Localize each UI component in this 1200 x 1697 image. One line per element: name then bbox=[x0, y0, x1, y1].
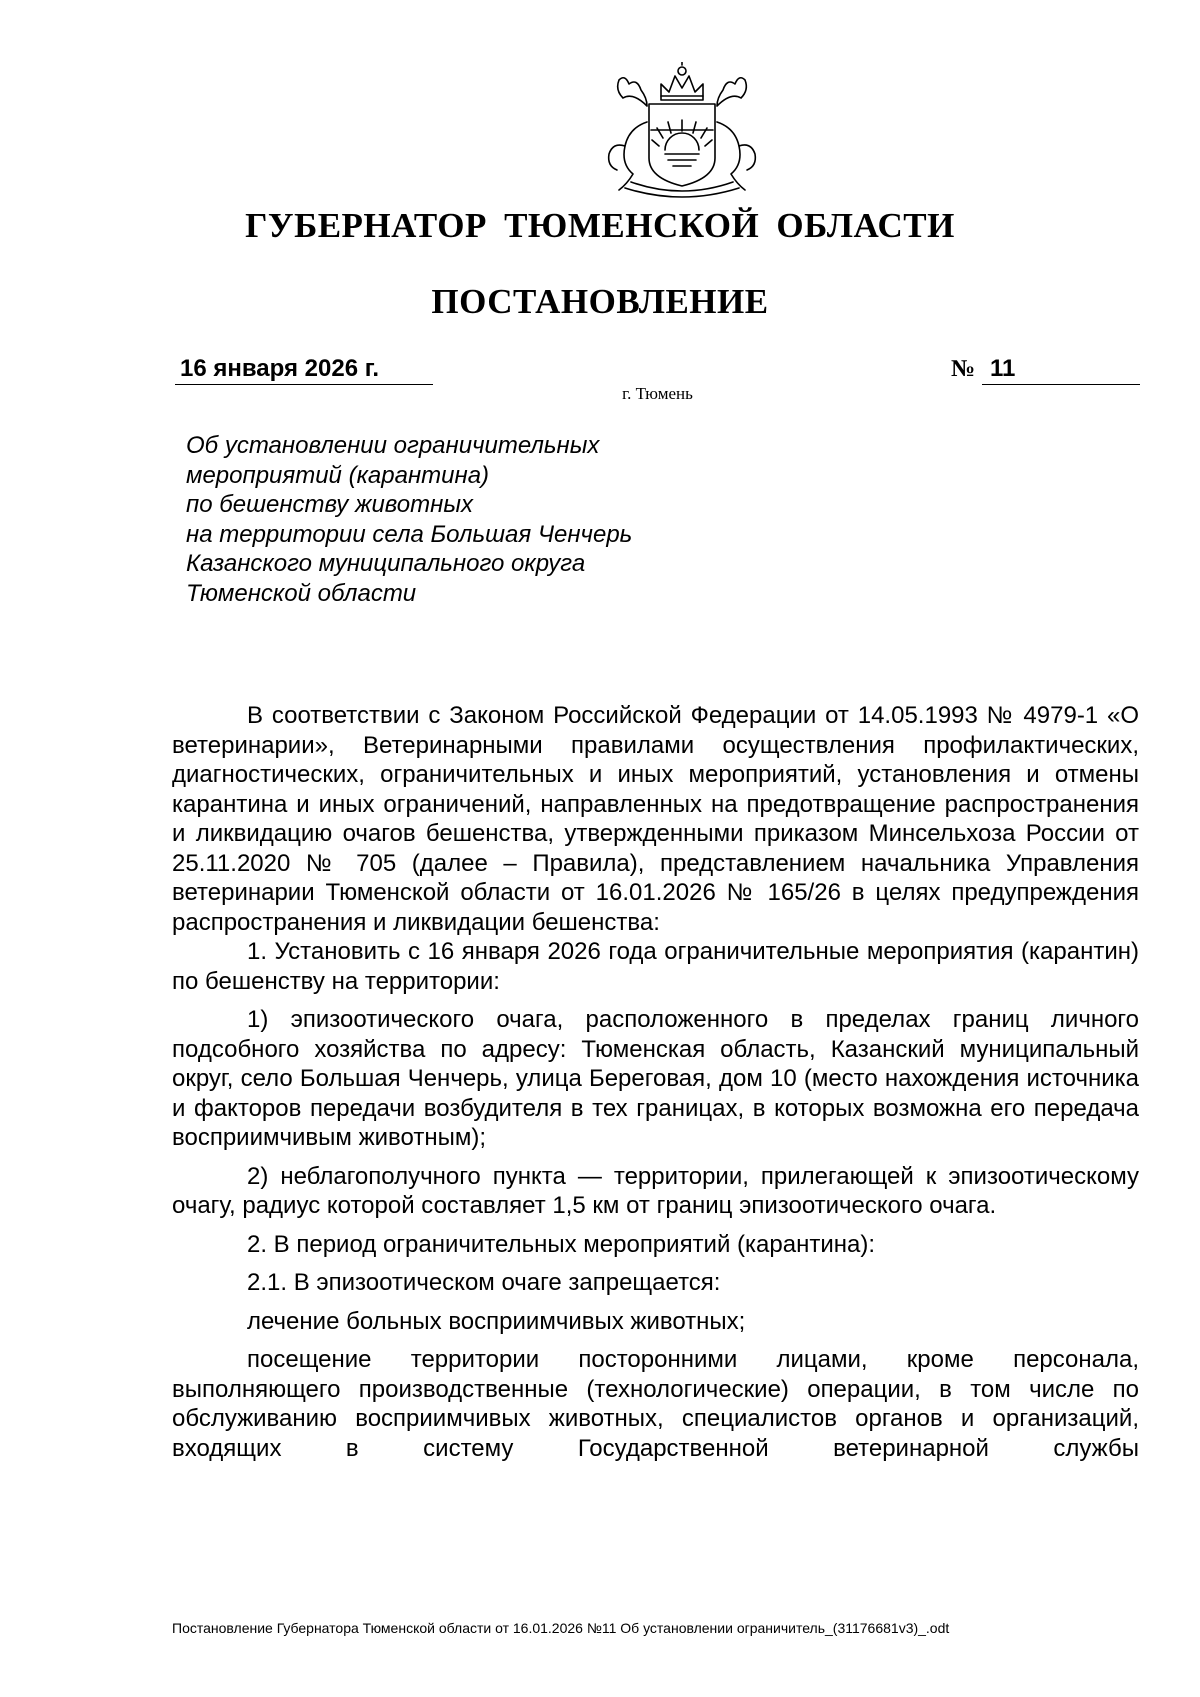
preamble-paragraph: В соответствии с Законом Российской Федерации от 14.05.1993 № 4979-1 «О ветеринарии», Ветеринарными правилами осуществления профилактических, диагностических, ограничительных и иных мероприятий, установления и отмены карантина и иных ограничений, направленных на предотвращение распространения и ликвидацию очагов бешенства, утвержденными приказом Минсельхоза России от 25.11.2020 № 705 (далее – Правила), представлением начальника Управления ветеринарии Тюменской области от 16.01.2026 № 165/26 в целях предупреждения распространения и ликвидации бешенства: bbox=[172, 702, 1139, 936]
coat-of-arms-emblem bbox=[595, 62, 769, 202]
document-number: 11 bbox=[982, 355, 1140, 385]
issuing-authority: ГУБЕРНАТОР ТЮМЕНСКОЙ ОБЛАСТИ bbox=[245, 206, 955, 245]
body-paragraph: 2) неблагополучного пункта — территории, прилегающей к эпизоотическому очагу, радиус которой составляет 1,5 км от границ эпизоотического очага. bbox=[172, 1162, 1139, 1219]
subject-line: мероприятий (карантина) bbox=[186, 461, 490, 489]
subject-line: Тюменской области bbox=[186, 579, 417, 607]
body-paragraph: 2. В период ограничительных мероприятий (карантина): bbox=[247, 1230, 876, 1258]
document-body bbox=[172, 701, 1139, 1463]
number-sign: № bbox=[951, 356, 976, 382]
subject-line: по бешенству животных bbox=[186, 491, 474, 518]
body-paragraph: лечение больных восприимчивых животных; bbox=[247, 1307, 746, 1335]
body-paragraph: 1) эпизоотического очага, расположенного в пределах границ личного подсобного хозяйства по адресу: Тюменская область, Казанский муниципальный округ, село Большая Ченчерь, улица Береговая, дом 10 (место нахождения источника и факторов передачи возбудителя в тех границах, в которых возможна его передача восприимчивым животным); bbox=[172, 1006, 1139, 1151]
page-footer: Постановление Губернатора Тюменской области от 16.01.2026 №11 Об установлении ограничитель_(31176681v3)_.odt bbox=[172, 1620, 950, 1636]
issue-city: г. Тюмень bbox=[622, 384, 693, 403]
body-paragraph: 1. Установить с 16 января 2026 года ограничительные мероприятия (карантин) по бешенству на территории: bbox=[172, 938, 1139, 995]
subject-line: Казанского муниципального округа bbox=[186, 550, 586, 577]
document-date: 16 января 2026 г. bbox=[175, 355, 433, 385]
body-paragraph: посещение территории посторонними лицами, кроме персонала, выполняющего производственные (технологические) операции, в том числе по обслуживанию восприимчивых животных, специалистов органов и организаций, входящих в систему Государственной ветеринарной службы bbox=[172, 1346, 1139, 1462]
document-type-title: ПОСТАНОВЛЕНИЕ bbox=[431, 282, 769, 321]
body-paragraph: 2.1. В эпизоотическом очаге запрещается: bbox=[247, 1269, 721, 1296]
subject-line: на территории села Большая Ченчерь bbox=[186, 520, 633, 548]
subject-line: Об установлении ограничительных bbox=[186, 432, 600, 459]
document-subject bbox=[186, 431, 746, 608]
